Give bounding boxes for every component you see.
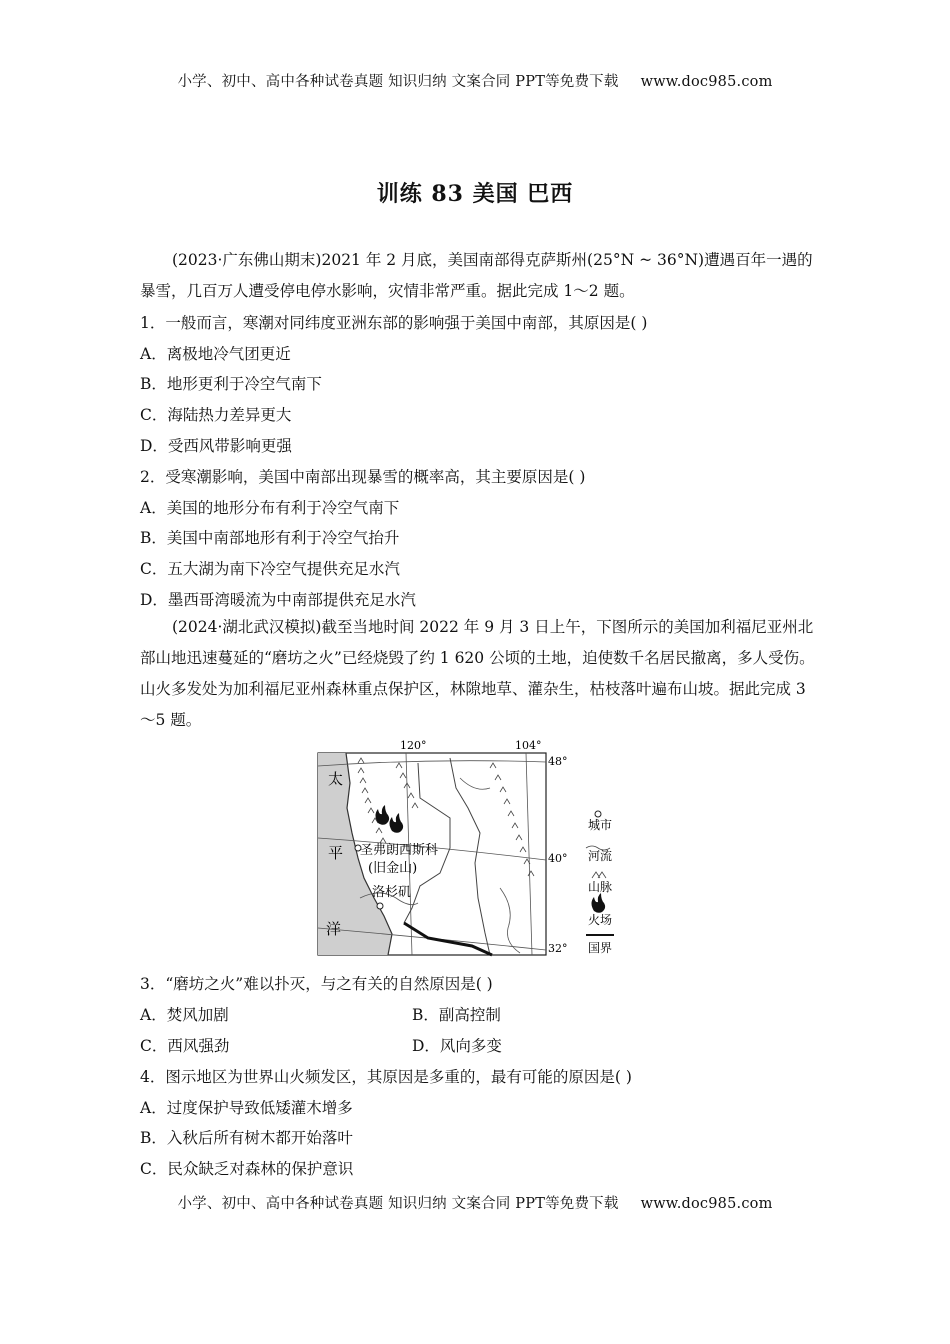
header-url[interactable]: www.doc985.com — [640, 74, 773, 90]
map-legend — [586, 811, 614, 955]
label-lat-48: 48° — [548, 755, 568, 768]
page-header — [0, 70, 950, 91]
legend-city-icon — [595, 811, 601, 817]
header-text: 小学、初中、高中各种试卷真题 知识归纳 文案合同 PPT等免费下载 — [177, 74, 619, 90]
label-lon-104: 104° — [515, 739, 542, 752]
question-1-option-a: A．离极地冷气团更近 — [140, 345, 291, 363]
question-1-option-b: B．地形更利于冷空气南下 — [140, 375, 322, 393]
question-3-stem: 3．“磨坊之火”难以扑灭，与之有关的自然原因是( ) — [140, 975, 493, 993]
page-title: 训练 83 美国 巴西 — [376, 181, 574, 207]
legend-mountain-icon — [592, 872, 606, 878]
label-lat-32: 32° — [548, 942, 568, 955]
question-4-stem: 4．图示地区为世界山火频发区，其原因是多重的，最有可能的原因是( ) — [140, 1068, 632, 1086]
question-3-option-c: C．西风强劲 — [140, 1037, 230, 1055]
legend-fire-icon — [592, 893, 606, 913]
legend-city: 城市 — [588, 818, 613, 832]
label-lat-40: 40° — [548, 852, 568, 865]
city-label-san-francisco-alt: (旧金山) — [368, 861, 418, 876]
question-2-option-a: A．美国的地形分布有利于冷空气南下 — [140, 499, 400, 517]
question-2-option-c: C．五大湖为南下冷空气提供充足水汽 — [140, 560, 400, 578]
intro-paragraph-2: (2024·湖北武汉模拟)截至当地时间 2022 年 9 月 3 日上午，下图所示的美国加利福尼亚州北部山地迅速蔓延的“磨坊之火”已经烧毁了约 1 620 公顷的土地，迫使数千名居民撤离，多人受伤。山火多发处为加利福尼亚州森林重点保护区，林隙地草、灌杂生，枯枝落叶遍布山坡。据此完成 3～5 题。 — [140, 618, 815, 729]
city-label-san-francisco: 圣弗朗西斯科 — [360, 843, 439, 858]
legend-fire: 火场 — [588, 913, 613, 927]
question-2-stem: 2．受寒潮影响，美国中南部出现暴雪的概率高，其主要原因是( ) — [140, 468, 586, 486]
question-3-option-a: A．焚风加剧 — [140, 1006, 229, 1024]
question-1-option-d: D．受西风带影响更强 — [140, 437, 292, 455]
question-2-option-d: D．墨西哥湾暖流为中南部提供充足水汽 — [140, 591, 416, 609]
footer-url[interactable]: www.doc985.com — [640, 1196, 773, 1212]
footer-text: 小学、初中、高中各种试卷真题 知识归纳 文案合同 PPT等免费下载 — [177, 1196, 619, 1212]
label-lon-120: 120° — [400, 739, 427, 752]
page-footer — [0, 1192, 950, 1213]
city-marker-los-angeles — [377, 903, 383, 909]
question-4-option-b: B．入秋后所有树木都开始落叶 — [140, 1129, 353, 1147]
ocean-label-char-1: 太 — [328, 770, 344, 788]
question-4-option-a: A．过度保护导致低矮灌木增多 — [140, 1099, 353, 1117]
ocean-label-char-2: 平 — [328, 844, 344, 862]
legend-river: 河流 — [588, 849, 613, 863]
question-4-option-c: C．民众缺乏对森林的保护意识 — [140, 1160, 354, 1178]
intro-paragraph-1: (2023·广东佛山期末)2021 年 2 月底，美国南部得克萨斯州(25°N ~ 36°N)遭遇百年一遇的暴雪，几百万人遭受停电停水影响，灾情非常严重。据此完成 1～2 题。 — [140, 251, 813, 300]
question-1-option-c: C．海陆热力差异更大 — [140, 406, 292, 424]
question-3-option-d: D．风向多变 — [412, 1037, 502, 1055]
ocean-label-char-3: 洋 — [326, 920, 342, 938]
question-1-stem: 1．一般而言，寒潮对同纬度亚洲东部的影响强于美国中南部，其原因是( ) — [140, 314, 648, 332]
legend-border: 国界 — [588, 941, 613, 955]
legend-mountain: 山脉 — [588, 880, 613, 894]
city-label-los-angeles: 洛杉矶 — [372, 885, 412, 900]
question-2-option-b: B．美国中南部地形有利于冷空气抬升 — [140, 529, 400, 547]
california-fire-map — [300, 738, 630, 960]
question-3-option-b: B．副高控制 — [412, 1006, 501, 1024]
